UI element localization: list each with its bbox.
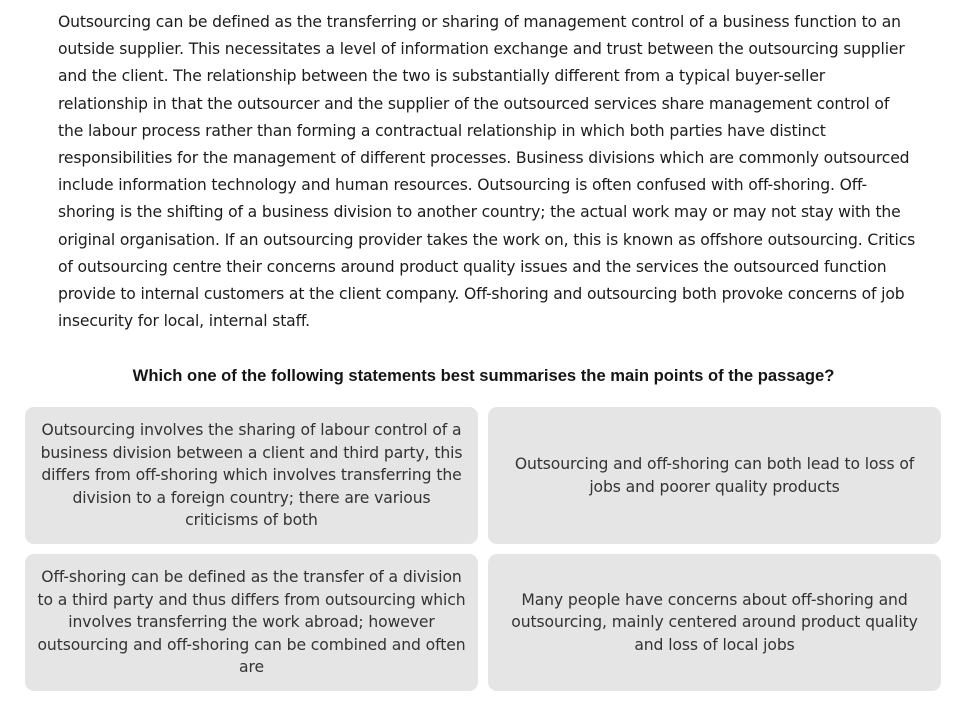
answer-option-2[interactable] — [488, 407, 941, 544]
answer-options — [25, 407, 941, 691]
answer-option-label: Many people have concerns about off-shoring and outsourcing, mainly centered around product quality and loss of local jobs — [511, 590, 918, 654]
answer-option-1[interactable] — [25, 407, 478, 544]
answer-option-4[interactable] — [488, 554, 941, 691]
passage-text: Outsourcing can be defined as the transferring or sharing of management control of a business function to an outside supplier. This necessitates a level of information exchange and trust between the outsourcing supplier and the client. The relationship between the two is substantially different from a typical buyer-seller relationship in that the outsourcer and the supplier of the outsourced services share management control of the labour process rather than forming a contractual relationship in which both parties have distinct responsibilities for the management of different processes. Business divisions which are commonly outsourced include information technology and human resources. Outsourcing is often confused with off-shoring. Off-shoring is the shifting of a business division to another country; the actual work may or may not stay with the original organisation. If an outsourcing provider takes the work on, this is known as offshore outsourcing. Critics of outsourcing centre their concerns around product quality issues and the services the outsourced function provide to internal customers at the client company. Off-shoring and outsourcing both provoke concerns of job insecurity for local, internal staff. — [58, 13, 916, 331]
answer-option-label: Outsourcing and off-shoring can both lead to loss of jobs and poorer quality products — [514, 455, 915, 496]
answer-option-label: Off-shoring can be defined as the transfer of a division to a third party and thus differs from outsourcing which involves transferring the work abroad; however outsourcing and off-shoring can be combined and often are — [37, 568, 466, 677]
answer-option-3[interactable] — [25, 554, 478, 691]
question-text: Which one of the following statements best summarises the main points of the passage? — [132, 366, 835, 385]
answer-option-label: Outsourcing involves the sharing of labour control of a business division between a client and third party, this differs from off-shoring which involves transferring the division to a foreign country; there are various criticisms of both — [40, 421, 463, 530]
